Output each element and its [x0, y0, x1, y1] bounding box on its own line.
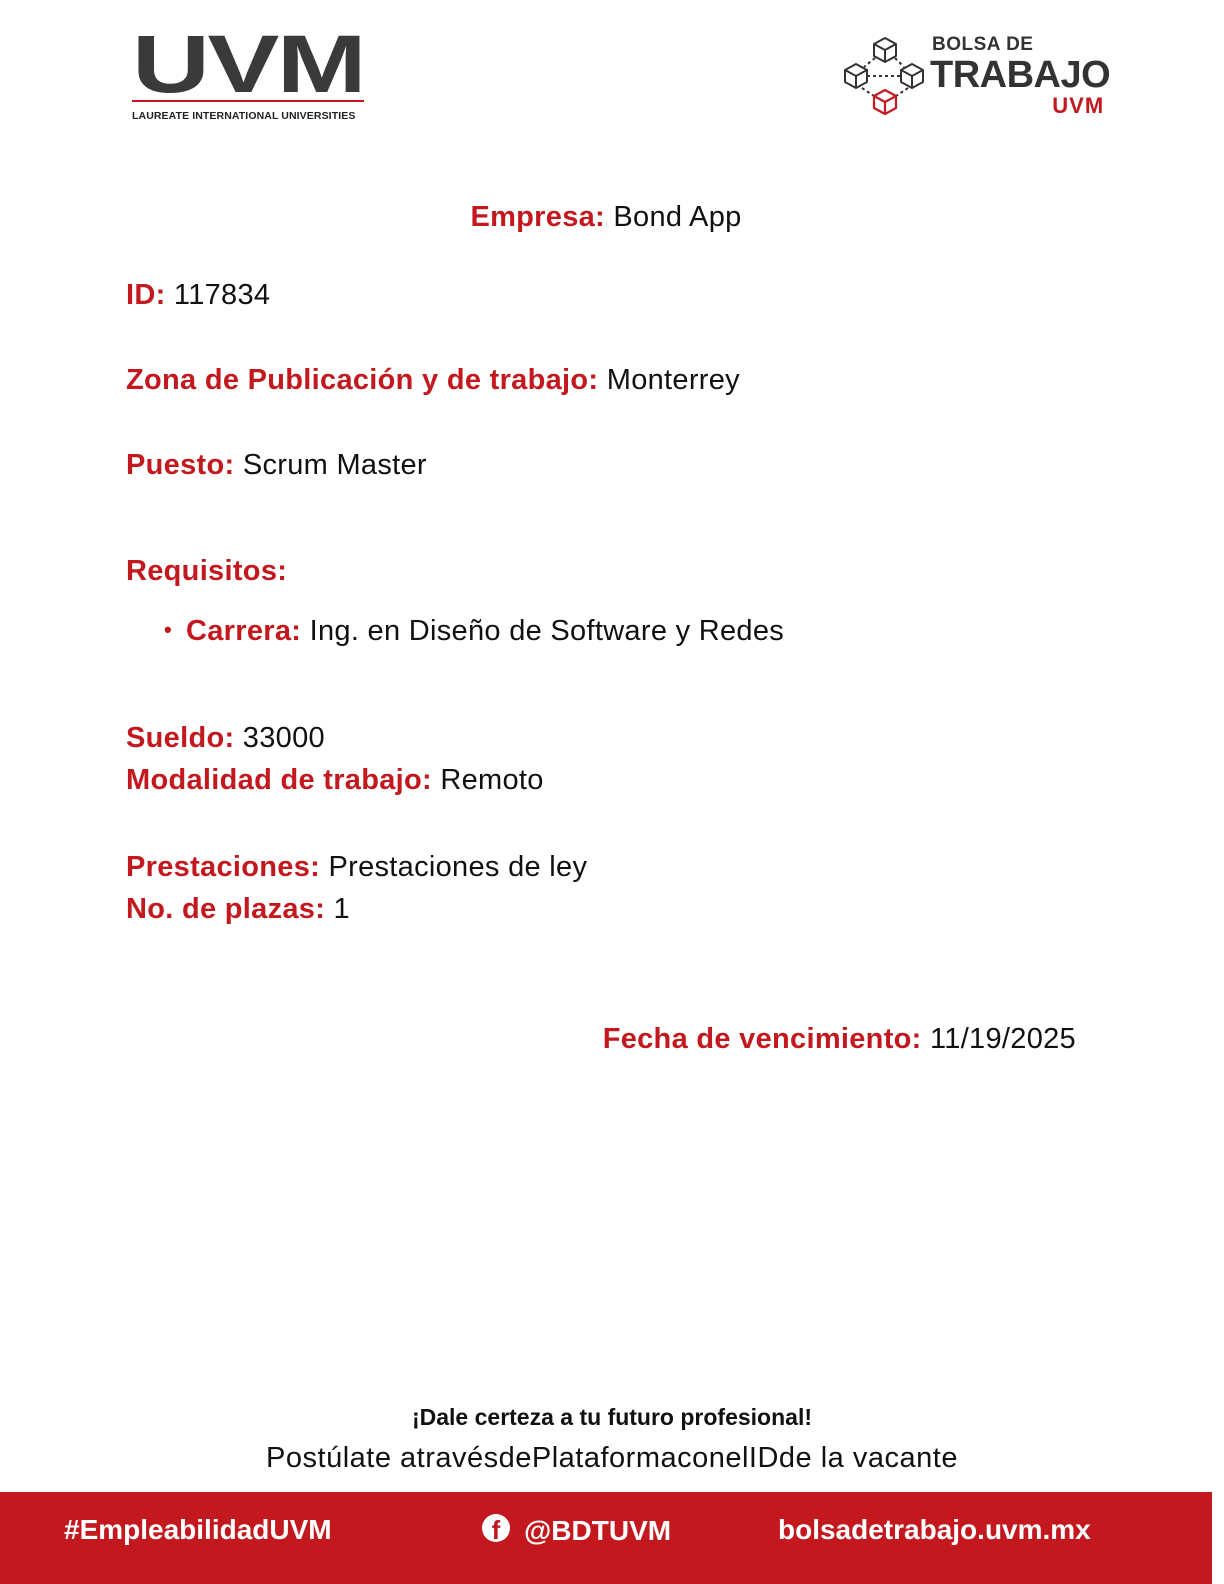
sueldo-field	[126, 721, 325, 755]
uvm-logo-mark	[132, 34, 368, 96]
plazas-label: No. de plazas:	[126, 893, 326, 925]
carrera-label: Carrera:	[186, 615, 302, 647]
bdt-line-bolsa-de: BOLSA DE	[932, 34, 1034, 55]
empresa-value: Bond App	[613, 201, 742, 233]
puesto-field	[126, 448, 427, 482]
facebook-icon: f	[482, 1514, 510, 1542]
id-field	[126, 278, 270, 312]
prestaciones-value: Prestaciones de ley	[328, 851, 588, 883]
modalidad-field	[126, 763, 544, 797]
empresa-field	[0, 200, 1212, 234]
zona-field	[126, 363, 740, 397]
uvm-logo-rule	[132, 100, 364, 102]
zona-label: Zona de Publicación y de trabajo:	[126, 364, 599, 396]
bdt-line-trabajo: TRABAJO	[930, 54, 1111, 96]
vencimiento-value: 11/19/2025	[930, 1023, 1076, 1055]
social-handle[interactable]	[482, 1514, 671, 1547]
bdt-line-uvm: UVM	[1052, 93, 1105, 118]
website-link[interactable]: bolsadetrabajo.uvm.mx	[778, 1514, 1091, 1545]
plazas-value: 1	[333, 893, 350, 925]
hashtag-text: #EmpleabilidadUVM	[64, 1514, 332, 1545]
carrera-value: Ing. en Diseño de Software y Redes	[309, 615, 785, 647]
modalidad-value: Remoto	[440, 764, 544, 796]
uvm-logo	[132, 34, 368, 122]
vencimiento-label: Fecha de vencimiento:	[602, 1023, 922, 1055]
empresa-label: Empresa:	[470, 201, 606, 233]
bolsa-de-trabajo-wordmark	[930, 34, 1110, 118]
prestaciones-field	[126, 850, 587, 884]
cubes-network-icon	[842, 34, 928, 120]
prestaciones-label: Prestaciones:	[126, 851, 321, 883]
social-handle-text: @BDTUVM	[524, 1515, 672, 1546]
requisitos-heading	[126, 554, 287, 588]
plazas-field	[126, 892, 350, 926]
id-value: 117834	[173, 279, 271, 311]
requisitos-label: Requisitos:	[126, 555, 288, 587]
puesto-label: Puesto:	[126, 449, 235, 481]
zona-value: Monterrey	[606, 364, 740, 396]
uvm-logo-subtitle: LAUREATE INTERNATIONAL UNIVERSITIES	[132, 110, 356, 122]
id-label: ID:	[126, 279, 166, 311]
sueldo-value: 33000	[242, 722, 325, 754]
bolsa-de-trabajo-logo	[842, 34, 1111, 124]
carrera-field	[164, 613, 784, 648]
apply-instructions: Postúlate atravésdePlataformaconelIDde la vacante	[266, 1442, 958, 1474]
sueldo-label: Sueldo:	[126, 722, 235, 754]
bullet-icon: •	[164, 617, 173, 642]
modalidad-label: Modalidad de trabajo:	[126, 764, 432, 796]
tagline: ¡Dale certeza a tu futuro profesional!	[411, 1404, 812, 1430]
vencimiento-field	[603, 1022, 1076, 1056]
uvm-logo-text: UVM	[132, 34, 364, 96]
puesto-value: Scrum Master	[242, 449, 427, 481]
